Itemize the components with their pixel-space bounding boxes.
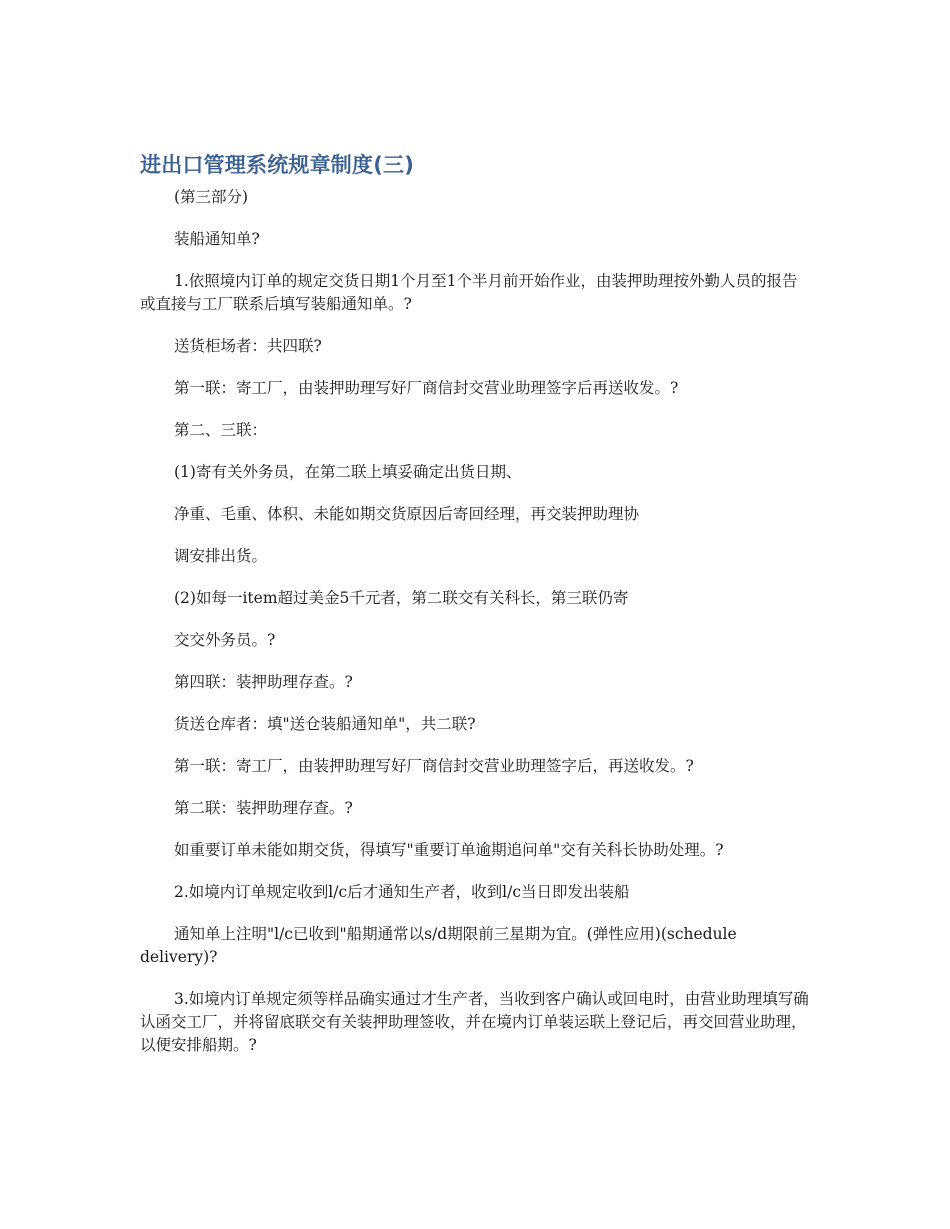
paragraph-sub-1-end: 调安排出货。: [174, 547, 268, 565]
paragraph-item-1: 1.依照境内订单的规定交货日期1个月至1个半月前开始作业，由装押助理按外勤人员的报告或直接与工厂联系后填写装船通知单。?: [140, 272, 798, 313]
paragraph-sub-2: (2)如每一item超过美金5千元者，第二联交有关科长，第三联仍寄: [174, 589, 629, 607]
paragraph-item-2: 2.如境内订单规定收到l/c后才通知生产者，收到l/c当日即发出装船: [174, 883, 630, 901]
paragraph-copy-1: 第一联：寄工厂，由装押助理写好厂商信封交营业助理签字后再送收发。?: [174, 379, 679, 397]
paragraph-sub-1: (1)寄有关外务员，在第二联上填妥确定出货日期、: [174, 463, 522, 481]
paragraph-warehouse-copy-2: 第二联：装押助理存查。?: [174, 799, 353, 817]
paragraph-sub-1-cont: 净重、毛重、体积、未能如期交货原因后寄回经理，再交装押助理协: [174, 505, 640, 523]
paragraph-overdue: 如重要订单未能如期交货，得填写"重要订单逾期追问单"交有关科长协助处理。?: [174, 841, 724, 859]
paragraph-warehouse-copy-1: 第一联：寄工厂，由装押助理写好厂商信封交营业助理签字后，再送收发。?: [174, 757, 694, 775]
document-title: 进出口管理系统规章制度(三): [140, 153, 414, 177]
document-page: [140, 150, 810, 1076]
paragraph-copy-2-3: 第二、三联：: [174, 421, 268, 439]
paragraph-item-2-cont: 通知单上注明"l/c已收到"船期通常以s/d期限前三星期为宜。(弹性应用)(schedule delivery)?: [140, 925, 737, 966]
paragraph-warehouse: 货送仓库者：填"送仓装船通知单"，共二联?: [174, 715, 476, 733]
paragraph-copy-4: 第四联：装押助理存查。?: [174, 673, 353, 691]
paragraph-shipping-notice-heading: 装船通知单?: [174, 230, 260, 248]
paragraph-item-3: 3.如境内订单规定须等样品确实通过才生产者，当收到客户确认或回电时，由营业助理填写确认函交工厂，并将留底联交有关装押助理签收，并在境内订单装运联上登记后，再交回营业助理，以便安排船期。?: [140, 990, 809, 1054]
paragraph-sub-2-end: 交交外务员。?: [174, 631, 276, 649]
paragraph-container-yard: 送货柜场者：共四联?: [174, 337, 322, 355]
paragraph-part-label: (第三部分): [174, 188, 249, 206]
